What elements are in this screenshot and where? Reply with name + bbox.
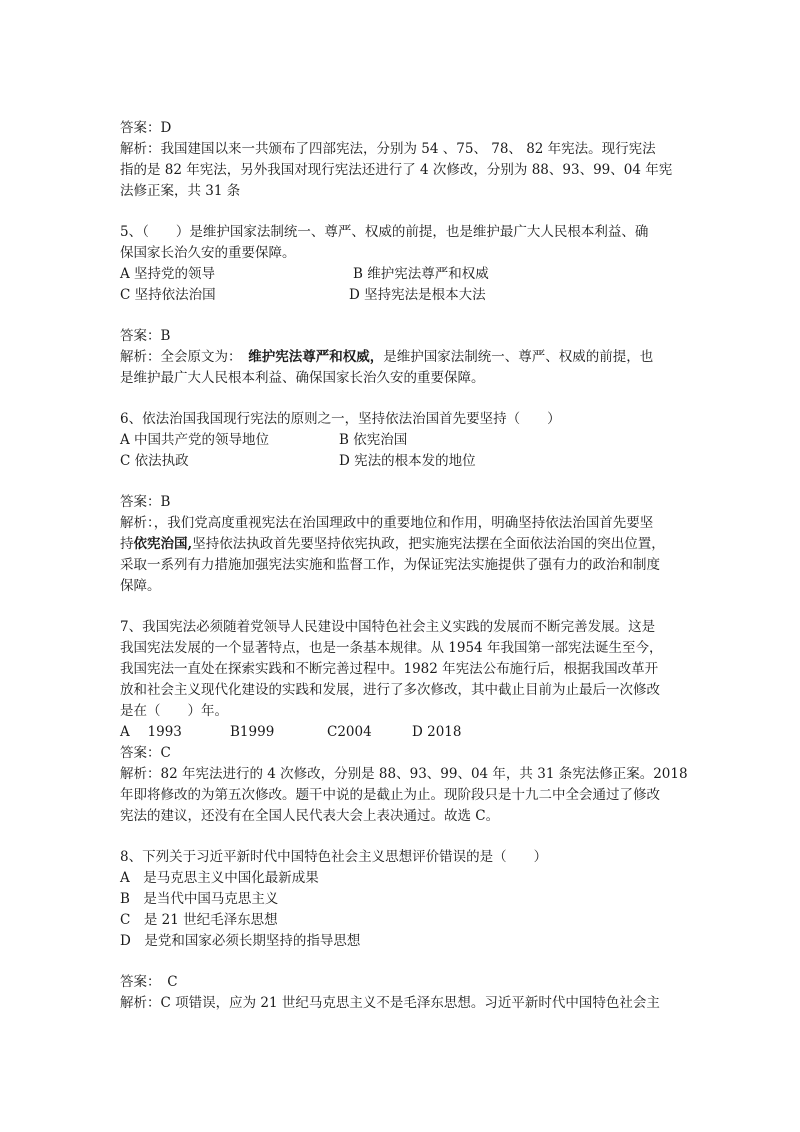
q5-stem-line: 保国家长治久安的重要保障。 [120,245,296,261]
q7-stem-line: 7、我国宪法必须随着党领导人民建设中国特色社会主义实践的发展而不断完善发展。这是 [120,619,656,635]
q5-analysis-prefix: 解析：全会原文为： [120,349,235,365]
q5-stem-line: 5、（ ）是维护国家法制统一、尊严、权威的前提，也是维护最广大人民根本利益、确 [120,224,649,240]
q7-option-b: B1999 [230,724,275,740]
q4-analysis-line: 解析：我国建国以来一共颁布了四部宪法，分别为 54 、75、 78、 82 年宪法。现行宪法 [120,141,656,157]
q4-answer: 答案：D [120,120,172,136]
q8-option: A 是马克思主义中国化最新成果 [120,870,319,886]
q7-analysis-line: 年即将修改的为第五次修改。题干中说的是截止为止。现阶段只是十九二中全会通过了修改 [120,787,660,803]
q6-analysis-line: 保障。 [120,578,161,594]
q5-options-row [120,264,685,285]
q7-stem-line: 我国宪法发展的一个显著特点，也是一条基本规律。从 1954 年我国第一部宪法诞生至今， [120,640,663,656]
q5-analysis-rest: 是维护国家法制统一、尊严、权威的前提，也 [383,349,654,365]
q8-analysis-line: 解析：C 项错误，应为 21 世纪马克思主义不是毛泽东思想。习近平新时代中国特色社会主 [120,995,660,1011]
q6-option-c: C 依法执政 [120,453,189,469]
q5-option-b: B 维护宪法尊严和权威 [353,266,489,282]
q7-analysis-line: 宪法的建议，还没有在全国人民代表大会上表决通过。故选 C。 [120,808,500,824]
q7-stem-line: 放和社会主义现代化建设的实践和发展，进行了多次修改，其中截止目前为止最后一次修改 [120,682,660,698]
q6-option-a: A 中国共产党的领导地位 [120,432,270,448]
q5-answer: 答案：B [120,328,171,344]
q8-option: C 是 21 世纪毛泽东思想 [120,912,278,928]
q7-option-c: C2004 [327,724,372,740]
q5-option-c: C 坚持依法治国 [120,287,216,303]
q4-analysis-line: 法修正案，共 31 条 [120,183,241,199]
q5-analysis-line [120,347,685,368]
q8-option: B 是当代中国马克思主义 [120,891,279,907]
q6-analysis-bold: 依宪治国, [133,536,193,552]
q6-answer: 答案：B [120,494,171,510]
q5-analysis-line: 是维护最广大人民根本利益、确保国家长治久安的重要保障。 [120,370,485,386]
q6-option-d: D 宪法的根本发的地位 [339,453,476,469]
q6-analysis-prefix: 持 [120,536,134,552]
q5-option-d: D 坚持宪法是根本大法 [349,287,486,303]
q7-answer: 答案：C [120,745,171,761]
q6-options-row [120,451,685,472]
q6-option-b: B 依宪治国 [339,432,408,448]
q7-option-d: D 2018 [412,724,462,740]
q7-option-a: A 1993 [120,724,182,740]
q6-analysis-rest: 坚持依法执政首先要坚持依宪执政，把实施宪法摆在全面依法治国的突出位置， [192,536,665,552]
q6-stem: 6、依法治国我国现行宪法的原则之一，坚持依法治国首先要坚持（ ） [120,411,561,427]
q8-answer: 答案： C [120,974,178,990]
q4-analysis-line: 指的是 82 年宪法，另外我国对现行宪法还进行了 4 次修改，分别为 88、93、99、04 年宪 [120,162,673,178]
q7-stem-line: 我国宪法一直处在探索实践和不断完善过程中。1982 年宪法公布施行后，根据我国改革开 [120,661,659,677]
document-page [120,118,688,1014]
q8-stem: 8、下列关于习近平新时代中国特色社会主义思想评价错误的是（ ） [120,849,548,865]
q6-analysis-line: 解析：，我们党高度重视宪法在治国理政中的重要地位和作用，明确坚持依法治国首先要坚 [120,515,654,531]
q8-option: D 是党和国家必须长期坚持的指导思想 [120,933,361,949]
q6-options-row [120,430,685,451]
q5-options-row [120,285,685,306]
q6-analysis-line: 采取一系列有力措施加强宪法实施和监督工作，为保证宪法实施提供了强有力的政治和制度 [120,557,660,573]
q5-option-a: A 坚持党的领导 [120,266,216,282]
q7-options-row [120,722,685,743]
q5-analysis-bold: 维护宪法尊严和权威， [248,349,384,365]
q6-analysis-line [120,534,685,555]
q7-stem-line: 是在（ ）年。 [120,703,228,719]
q7-analysis-line: 解析：82 年宪法进行的 4 次修改，分别是 88、93、99、04 年，共 31 条宪法修正案。2018 [120,766,688,782]
